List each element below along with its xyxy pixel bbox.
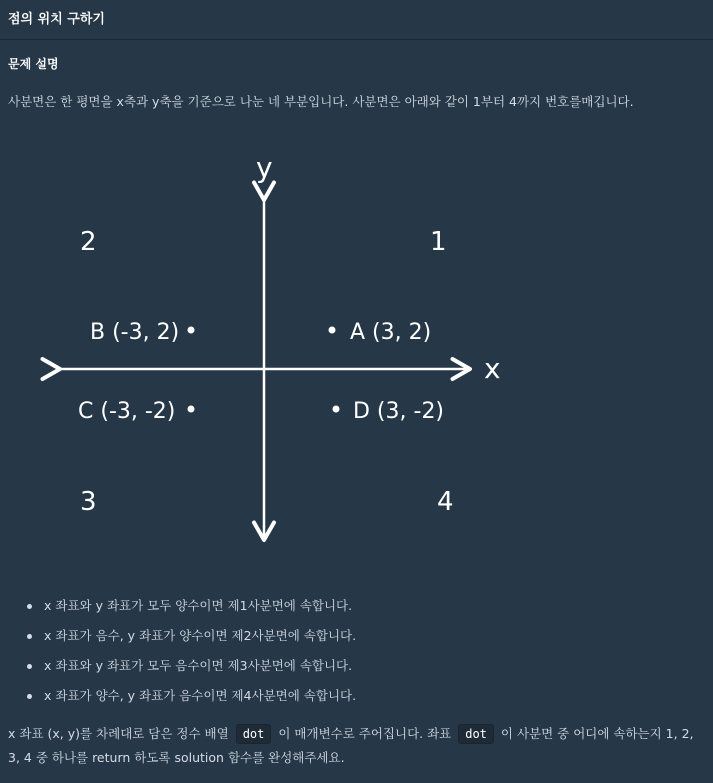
code-dot: dot xyxy=(458,724,494,744)
y-axis-label: y xyxy=(256,151,273,184)
point-a-label: A (3, 2) xyxy=(350,320,432,345)
list-item: x 좌표가 음수, y 좌표가 양수이면 제2사분면에 속합니다. xyxy=(24,626,356,656)
point-d-dot xyxy=(333,406,340,413)
rules-list xyxy=(24,596,356,716)
page-title: 점의 위치 구하기 xyxy=(8,12,105,27)
point-c-label: C (-3, -2) xyxy=(78,399,176,424)
description-text: 이 매개변수로 주어집니다. 좌표 xyxy=(278,726,452,741)
description-text: 이 사분면 중 어디에 속하는지 1, 2, 3, 4 중 하나를 return 하도록 solution 함수를 완성해주세요. xyxy=(8,726,694,765)
quadrant-diagram xyxy=(0,140,713,560)
list-item: x 좌표와 y 좌표가 모두 양수이면 제1사분면에 속합니다. xyxy=(24,596,356,626)
x-axis-label: x xyxy=(484,352,501,385)
point-b-dot xyxy=(188,327,195,334)
quadrant-1-label: 1 xyxy=(430,227,447,257)
code-dot: dot xyxy=(236,724,272,744)
quadrant-3-label: 3 xyxy=(80,487,97,517)
quadrant-4-label: 4 xyxy=(437,487,454,517)
quadrant-2-label: 2 xyxy=(80,227,97,257)
list-item: x 좌표가 양수, y 좌표가 음수이면 제4사분면에 속합니다. xyxy=(24,686,356,716)
point-a-dot xyxy=(329,327,336,334)
section-title: 문제 설명 xyxy=(8,57,59,71)
list-item: x 좌표와 y 좌표가 모두 음수이면 제3사분면에 속합니다. xyxy=(24,656,356,686)
point-b-label: B (-3, 2) xyxy=(90,320,180,345)
problem-description xyxy=(8,722,708,770)
intro-text: 사분면은 한 평면을 x축과 y축을 기준으로 나눈 네 부분입니다. 사분면은 아래와 같이 1부터 4까지 번호를매깁니다. xyxy=(8,94,634,109)
description-text: x 좌표 (x, y)를 차례대로 담은 정수 배열 xyxy=(8,726,229,741)
point-c-dot xyxy=(188,406,195,413)
title-bar xyxy=(0,0,713,40)
point-d-label: D (3, -2) xyxy=(353,399,445,424)
